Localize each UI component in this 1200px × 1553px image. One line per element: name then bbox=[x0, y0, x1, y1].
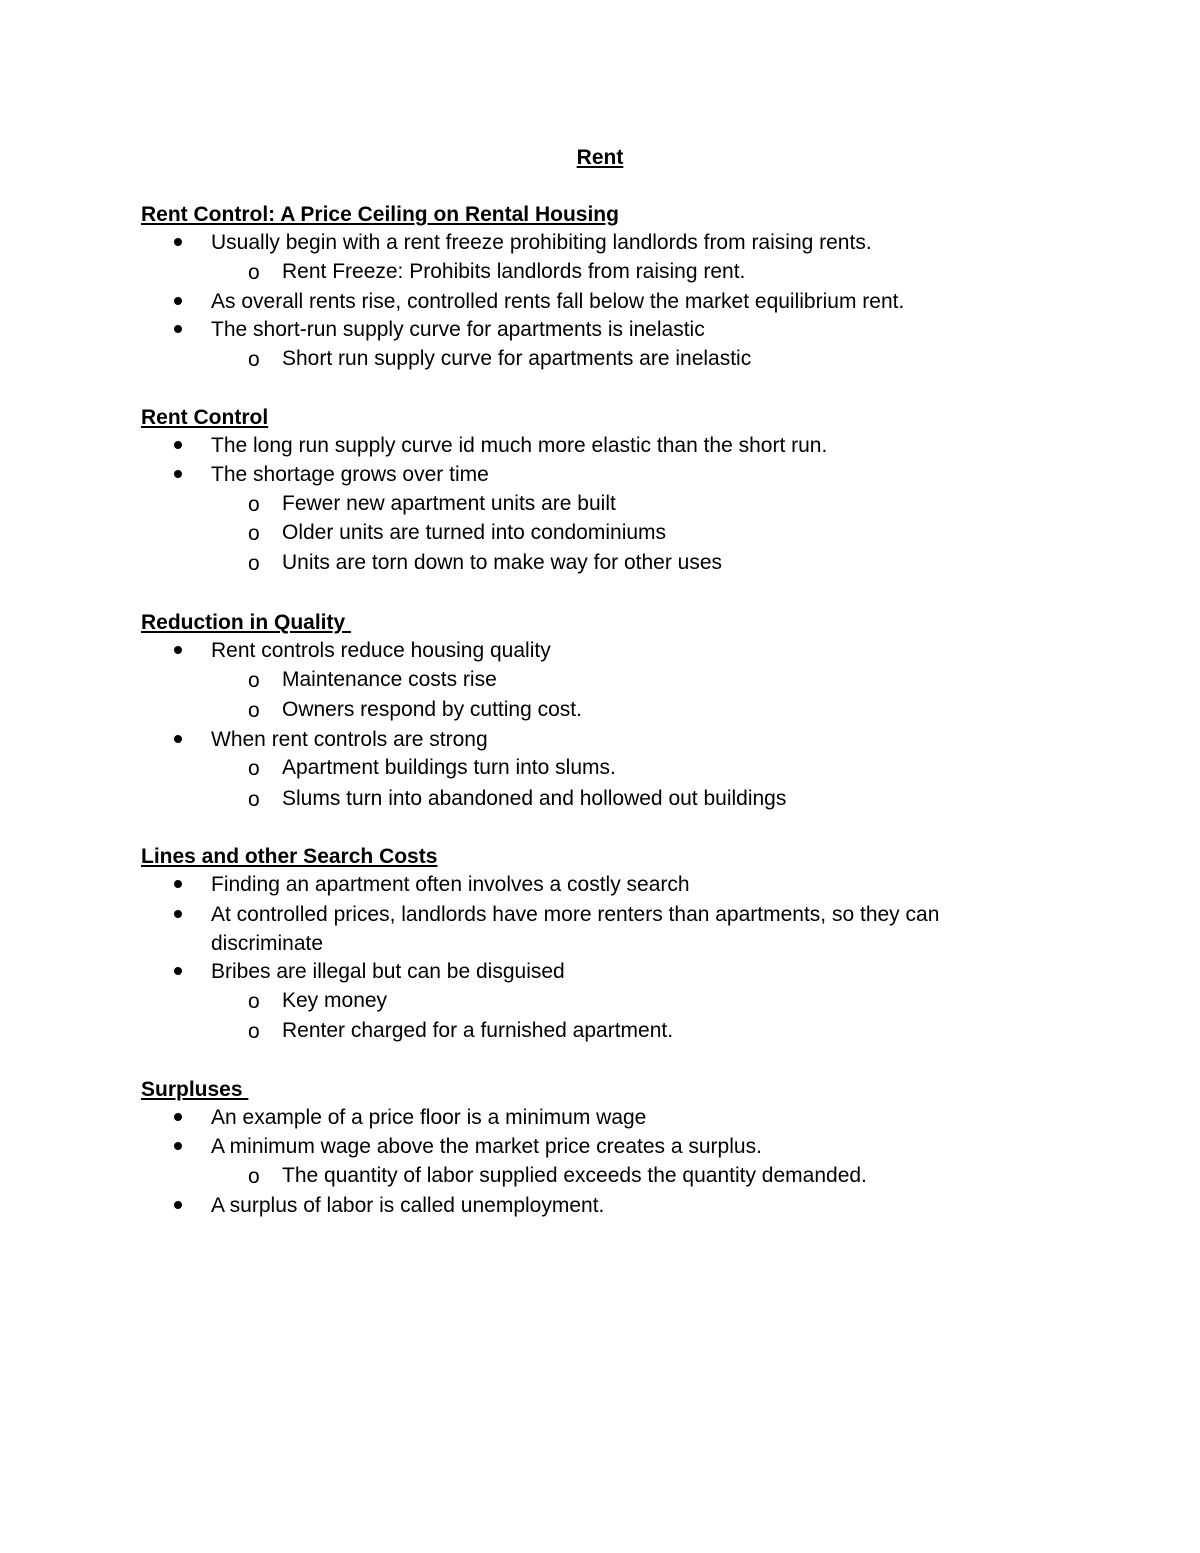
sub-list-item: Owners respond by cutting cost. bbox=[282, 698, 582, 721]
list-item: The short-run supply curve for apartments is inelastic bbox=[211, 318, 705, 341]
list-item: When rent controls are strong bbox=[211, 728, 488, 751]
sub-bullet-marker: o bbox=[248, 348, 260, 371]
bullet-dot-icon bbox=[174, 910, 182, 918]
sub-list-item: Units are torn down to make way for other uses bbox=[282, 551, 723, 574]
sub-list-item: Key money bbox=[282, 989, 388, 1012]
sub-list-item: Renter charged for a furnished apartment. bbox=[282, 1019, 674, 1042]
sub-list-item: Older units are turned into condominiums bbox=[282, 521, 667, 544]
list-item: Usually begin with a rent freeze prohibiting landlords from raising rents. bbox=[211, 231, 872, 254]
sub-list-item: Apartment buildings turn into slums. bbox=[282, 756, 616, 779]
section-heading: Rent Control bbox=[141, 406, 269, 429]
sub-bullet-marker: o bbox=[248, 261, 260, 284]
bullet-dot-icon bbox=[174, 441, 182, 449]
section-heading: Reduction in Quality bbox=[141, 611, 352, 634]
bullet-dot-icon bbox=[174, 325, 182, 333]
sub-list-item: The quantity of labor supplied exceeds the quantity demanded. bbox=[282, 1164, 867, 1187]
list-item: The shortage grows over time bbox=[211, 463, 489, 486]
sub-list-item: Rent Freeze: Prohibits landlords from raising rent. bbox=[282, 260, 746, 283]
sub-list-item: Short run supply curve for apartments are inelastic bbox=[282, 347, 752, 370]
list-item: As overall rents rise, controlled rents fall below the market equilibrium rent. bbox=[211, 290, 905, 313]
bullet-dot-icon bbox=[174, 470, 182, 478]
list-item: Bribes are illegal but can be disguised bbox=[211, 960, 565, 983]
page-title: Rent bbox=[576, 146, 624, 169]
sub-bullet-marker: o bbox=[248, 757, 260, 780]
bullet-dot-icon bbox=[174, 1113, 182, 1121]
sub-bullet-marker: o bbox=[248, 990, 260, 1013]
sub-bullet-marker: o bbox=[248, 788, 260, 811]
bullet-dot-icon bbox=[174, 1201, 182, 1209]
bullet-dot-icon bbox=[174, 967, 182, 975]
sub-list-item: Slums turn into abandoned and hollowed out buildings bbox=[282, 787, 787, 810]
section-heading: Surpluses bbox=[141, 1078, 249, 1101]
list-item: The long run supply curve id much more elastic than the short run. bbox=[211, 434, 828, 457]
list-item: Rent controls reduce housing quality bbox=[211, 639, 551, 662]
list-item: An example of a price floor is a minimum wage bbox=[211, 1106, 647, 1129]
bullet-dot-icon bbox=[174, 238, 182, 246]
bullet-dot-icon bbox=[174, 297, 182, 305]
sub-bullet-marker: o bbox=[248, 699, 260, 722]
section-heading: Lines and other Search Costs bbox=[141, 845, 438, 868]
sub-list-item: Maintenance costs rise bbox=[282, 668, 497, 691]
bullet-dot-icon bbox=[174, 735, 182, 743]
bullet-dot-icon bbox=[174, 646, 182, 654]
section-heading: Rent Control: A Price Ceiling on Rental Housing bbox=[141, 203, 619, 226]
sub-bullet-marker: o bbox=[248, 552, 260, 575]
sub-bullet-marker: o bbox=[248, 1020, 260, 1043]
list-item: Finding an apartment often involves a costly search bbox=[211, 873, 690, 896]
sub-list-item: Fewer new apartment units are built bbox=[282, 492, 616, 515]
list-item: A minimum wage above the market price creates a surplus. bbox=[211, 1135, 762, 1158]
bullet-dot-icon bbox=[174, 1142, 182, 1150]
bullet-dot-icon bbox=[174, 880, 182, 888]
sub-bullet-marker: o bbox=[248, 522, 260, 545]
list-item: At controlled prices, landlords have more renters than apartments, so they can discriminate bbox=[211, 903, 940, 955]
sub-bullet-marker: o bbox=[248, 669, 260, 692]
sub-bullet-marker: o bbox=[248, 493, 260, 516]
sub-bullet-marker: o bbox=[248, 1165, 260, 1188]
list-item: A surplus of labor is called unemployment. bbox=[211, 1194, 605, 1217]
